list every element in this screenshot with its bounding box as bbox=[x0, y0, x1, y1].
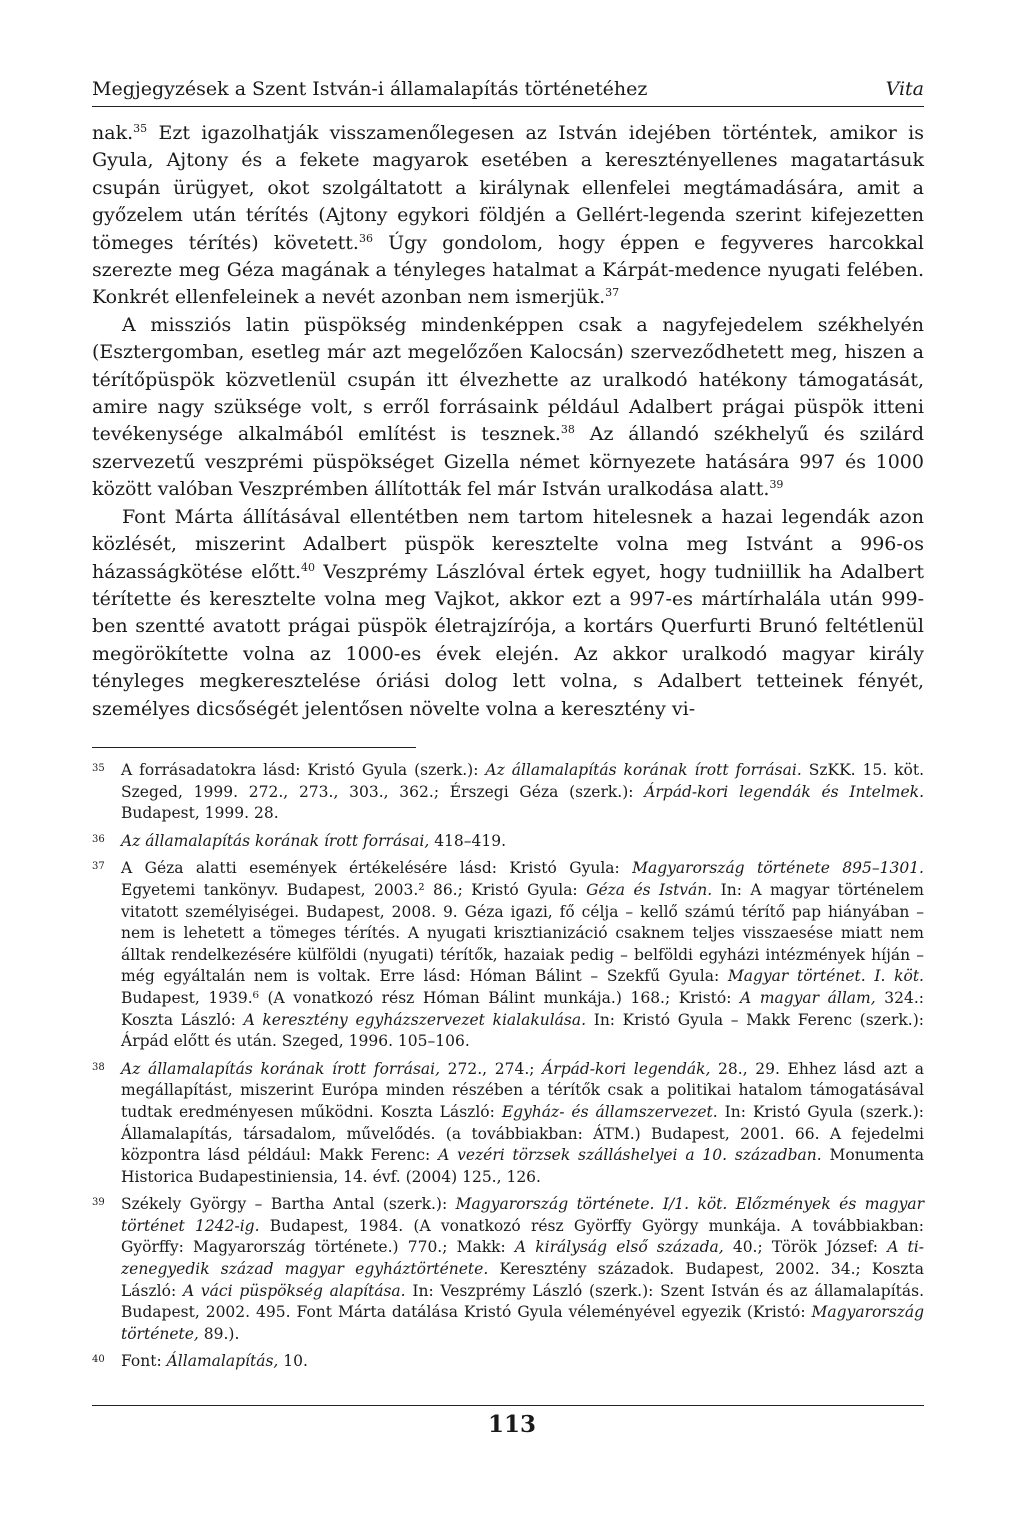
footnote bbox=[92, 760, 924, 825]
text-run: Font: bbox=[121, 1352, 167, 1371]
text-run: 89.). bbox=[198, 1324, 240, 1343]
italic-title: Az államalapítás korának írott forrásai. bbox=[485, 761, 802, 779]
text-run: 418–419. bbox=[429, 831, 507, 850]
footnote-number: 36 bbox=[92, 833, 105, 845]
footnote-text bbox=[121, 760, 924, 825]
italic-title: A váci püspökség alapítása. bbox=[182, 1281, 406, 1300]
bottom-rule bbox=[92, 1405, 924, 1406]
footnote bbox=[92, 1351, 924, 1373]
italic-title: Géza és István. bbox=[586, 880, 713, 899]
footnote bbox=[92, 1194, 924, 1345]
page-number: 113 bbox=[487, 1411, 536, 1438]
italic-title: Magyarország története 895–1301. bbox=[632, 859, 924, 878]
italic-title: Az államalapítás korának írott forrásai, bbox=[121, 831, 430, 850]
italic-title: Árpád-kori legendák, bbox=[542, 1059, 711, 1078]
text-run: Budapest, 1984. (A vonatkozó rész Györffy György munkája. A továbbiakban: Györffy: Magyarország története.) 770.; Makk: bbox=[121, 1216, 924, 1257]
footnote-ref: 38 bbox=[560, 423, 575, 437]
text-run: 28., 29. Ehhez lásd azt a megállapítást, miszerint Európa minden részében a térítők csak a politikai hatalom támogatásával tudtak eredményesen működni. Koszta László: bbox=[121, 1059, 924, 1121]
footnote-ref: 36 bbox=[358, 231, 373, 245]
paragraph bbox=[92, 312, 924, 504]
paragraph bbox=[92, 120, 924, 312]
text-run: Úgy gondolom, hogy éppen e fegyveres harcokkal szerezte meg Géza magának a tényleges hatalmat a Kárpát-medence nyugati felében. Konkrét ellenfeleinek a nevét azonban nem ismerjük. bbox=[92, 231, 924, 309]
footnote-separator bbox=[92, 747, 416, 748]
section-label: Vita bbox=[885, 78, 924, 100]
italic-title: A királyság első százada, bbox=[514, 1238, 724, 1257]
text-run: In: A magyar történelem vitatott személyiségei. Budapest, 2008. 9. Géza igazi, fő célja – kellő számú térítő pap hiányában – nem is lehetett a tömeges térítés. A nyugati krisztianizáció csaknem teljes visszaesése miatt nem álltak rendelkezésére külföldi (nyugati) térítők, hazaiak pedig – belföldi egyházi intézmények híján – még egyáltalán nem is voltak. Erre lásd: Hóman Bálint – Szekfű Gyula: bbox=[121, 880, 924, 986]
footnote-text bbox=[121, 1194, 924, 1345]
text-run: A forrásadatokra lásd: Kristó Gyula (szerk.): bbox=[121, 761, 486, 779]
text-run: Az állandó székhelyű és szilárd szervezetű veszprémi püspökséget Gizella német környezete hatására 997 és 1000 között valóban Veszprémben állították fel már István uralkodása alatt. bbox=[92, 423, 925, 501]
body-text bbox=[92, 120, 924, 723]
footnote-number: 35 bbox=[92, 763, 105, 774]
footnote-ref: 39 bbox=[769, 478, 784, 492]
italic-title: A keresztény egyházszervezet kialakulása. bbox=[243, 1010, 587, 1029]
italic-title: Magyar történet. I. köt. bbox=[727, 967, 924, 986]
text-run: Keresztény századok. Budapest, 2002. 34.; Koszta László: bbox=[121, 1260, 924, 1300]
footnote-number: 40 bbox=[92, 1354, 105, 1366]
text-run: A Géza alatti események értékelésére lásd: Kristó Gyula: bbox=[121, 859, 633, 878]
footnote bbox=[92, 831, 924, 853]
italic-title: A tizenegyedik század magyar egyháztörténete. bbox=[121, 1238, 924, 1279]
footnote-number: 37 bbox=[92, 861, 105, 873]
running-title: Megjegyzések a Szent István-i államalapítás történetéhez bbox=[92, 78, 648, 100]
italic-title: Magyarország története, bbox=[121, 1303, 924, 1343]
italic-title: Magyarország története. I/1. köt. Előzmények és magyar történet 1242-ig. bbox=[121, 1195, 924, 1235]
footnote-text bbox=[121, 1351, 924, 1373]
text-run: 40.; Török József: bbox=[723, 1238, 888, 1257]
italic-title: A vezéri törzsek szálláshelyei a 10. században. bbox=[438, 1146, 822, 1165]
text-run: Budapest, 1939.⁶ (A vonatkozó rész Hóman Bálint munkája.) 168.; Kristó: bbox=[121, 988, 741, 1007]
italic-title: Árpád-kori legendák és Intelmek. bbox=[644, 782, 924, 801]
text-run: Font Márta állításával ellentétben nem tartom hitelesnek a hazai legendák azon közlését, miszerint Adalbert püspök keresztelte volna meg Istvánt a 996-os házasságkötése előtt. bbox=[92, 505, 924, 583]
footnote-ref: 35 bbox=[133, 122, 148, 135]
italic-title: Egyház- és államszervezet. bbox=[501, 1102, 718, 1121]
text-run: Veszprémy Lászlóval értek egyet, hogy tudniillik ha Adalbert térítette és keresztelte volna meg Vajkot, akkor ezt a 997-es mártírhalála után 999-ben szentté avatott prágai püspök életrajzírója, a kortárs Querfurti Brunó feltétlenül megörökítette volna az 1000-es évek elején. Az akkor uralkodó magyar király tényleges megkeresztelése óriási dolog lett volna, s Adalbert tetteinek fényét, személyes dicsőségét jelentősen növelte volna a keresztény vi- bbox=[92, 560, 924, 720]
footnote-ref: 37 bbox=[605, 286, 620, 300]
footnote-text bbox=[121, 1059, 924, 1189]
footnote-text bbox=[121, 858, 924, 1052]
running-header bbox=[92, 76, 924, 107]
text-run: Budapest, 1999. 28. bbox=[121, 804, 279, 823]
text-run: nak. bbox=[92, 122, 134, 144]
paragraph bbox=[92, 504, 924, 723]
text-run: In: Kristó Gyula (szerk.): Államalapítás, társadalom, művelődés. (a továbbiakban: ÁTM.) Budapest, 2001. 66. A fejedelmi központra lásd például: Makk Ferenc: bbox=[121, 1102, 924, 1165]
italic-title: Az államalapítás korának írott forrásai, bbox=[121, 1059, 441, 1078]
text-run: SzKK. 15. köt. Szeged, 1999. 272., 273., 303., 362.; Érszegi Géza (szerk.): bbox=[121, 761, 925, 801]
text-run: 272., 274.; bbox=[440, 1059, 543, 1078]
text-run: 324.: Koszta László: bbox=[121, 988, 924, 1029]
footnote-number: 38 bbox=[92, 1061, 105, 1073]
footnote-number: 39 bbox=[92, 1197, 105, 1209]
footnotes bbox=[92, 760, 924, 1379]
text-run: Székely György – Bartha Antal (szerk.): bbox=[121, 1195, 456, 1214]
text-run: Egyetemi tankönyv. Budapest, 2003.² 86.; Kristó Gyula: bbox=[121, 880, 587, 899]
italic-title: Államalapítás, bbox=[166, 1352, 279, 1371]
text-run: In: Veszprémy László (szerk.): Szent István és az államalapítás. Budapest, 2002. 495. Font Márta datálása Kristó Gyula véleményével egyezik (Kristó: bbox=[121, 1281, 925, 1322]
text-run: Monumenta Historica Budapestiniensia, 14. évf. (2004) 125., 126. bbox=[121, 1146, 924, 1186]
italic-title: A magyar állam, bbox=[740, 988, 876, 1007]
footnote-text bbox=[121, 831, 924, 853]
footnote-ref: 40 bbox=[301, 560, 316, 574]
footnote bbox=[92, 858, 924, 1052]
text-run: Ezt igazolhatják visszamenőlegesen az István idejében történtek, amikor is Gyula, Ajtony és a fekete magyarok esetében a keresztényellenes magatartásuk csupán ürügyet, okot szolgáltatott a királynak ellenfelei megtámadására, amit a győzelem után térítés (Ajtony egykori földjén a Gellért-legenda szerint kifejezetten tömeges térítés) követett. bbox=[92, 122, 924, 254]
text-run: In: Kristó Gyula – Makk Ferenc (szerk.): Árpád előtt és után. Szeged, 1996. 105–106. bbox=[121, 1010, 925, 1051]
footnote bbox=[92, 1059, 924, 1189]
text-run: 10. bbox=[278, 1352, 308, 1371]
text-run: A missziós latin püspökség mindenképpen csak a nagyfejedelem székhelyén (Esztergomban, esetleg már azt megelőzően Kalocsán) szerveződhetett meg, hiszen a térítőpüspök közvetlenül csupán itt élvezhette az uralkodó hatékony támogatását, amire nagy szüksége volt, s erről forrásaink például Adalbert prágai püspök itteni tevékenysége alkalmából említést is tesznek. bbox=[92, 313, 924, 446]
